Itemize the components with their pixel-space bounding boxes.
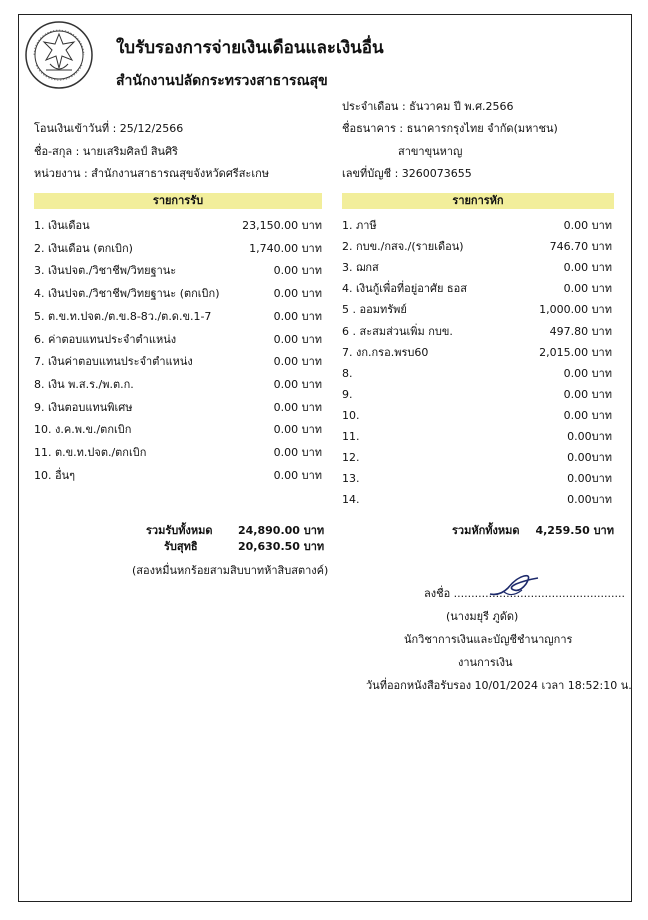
bank-name: ชื่อธนาคาร : ธนาคารกรุงไทย จำกัด(มหาชน) [342,122,558,135]
deduction-item-amount: 0.00 บาท [563,408,612,422]
bank-branch: สาขาขุนหาญ [398,145,463,158]
deduction-item-label: 7. งก.กรอ.พรบ60 [342,345,429,359]
signature-line: ลงชื่อ ................................................. [424,587,626,600]
net-pay-value: 20,630.50 บาท [238,540,325,553]
income-item-label: 3. เงินปจต./วิชาชีพ/วิทยฐานะ [34,264,177,278]
income-item-amount: 0.00 บาท [273,468,322,482]
income-item-amount: 0.00 บาท [273,355,322,369]
deduction-item-amount: 2,015.00 บาท [539,345,612,359]
deduction-row [342,409,612,423]
deduction-item-label: 5 . ออมทรัพย์ [342,303,407,317]
deduction-row [342,346,612,360]
deduction-item-amount: 0.00บาท [567,451,612,465]
income-item-label: 4. เงินปจต./วิชาชีพ/วิทยฐานะ (ตกเบิก) [34,287,220,301]
income-item-label: 10. ง.ค.พ.ข./ตกเบิก [34,423,132,437]
deduction-row [342,240,612,254]
deduction-total-value: 4,259.50 บาท [535,524,614,537]
income-item-label: 5. ต.ข.ท.ปจต./ต.ข.8-8ว./ต.ด.ข.1-7 [34,309,212,323]
income-item-amount: 0.00 บาท [273,446,322,459]
deduction-row [342,219,612,233]
deduction-row [342,451,612,465]
income-row [34,219,322,233]
deduction-item-label: 1. ภาษี [342,219,377,232]
deduction-item-label: 9. [342,387,353,401]
income-item-amount: 0.00 บาท [273,332,322,346]
deduction-item-label: 10. [342,408,360,422]
income-item-label: 8. เงิน พ.ส.ร./พ.ต.ก. [34,377,134,391]
deduction-item-amount: 497.80 บาท [549,324,612,338]
deduction-item-amount: 0.00 บาท [563,387,612,401]
income-item-label: 9. เงินตอบแทนพิเศษ [34,400,133,414]
deduction-row [342,472,612,486]
deduction-item-amount: 0.00บาท [567,472,612,486]
income-row [34,401,322,415]
income-row [34,378,322,392]
signer-position: นักวิชาการเงินและบัญชีชำนาญการ [404,633,573,646]
deduction-item-amount: 0.00 บาท [563,261,612,275]
income-item-amount: 0.00 บาท [273,377,322,391]
income-header: รายการรับ [34,193,322,209]
deduction-item-label: 6 . สะสมส่วนเพิ่ม กบข. [342,324,453,338]
deduction-item-amount: 746.70 บาท [549,240,612,254]
deduction-item-amount: 0.00 บาท [563,366,612,380]
income-item-label: 2. เงินเดือน (ตกเบิก) [34,241,133,255]
income-row [34,469,322,483]
document-title: ใบรับรองการจ่ายเงินเดือนและเงินอื่น [116,38,384,58]
income-row [34,446,322,460]
income-item-amount: 23,150.00 บาท [242,219,322,232]
income-item-amount: 0.00 บาท [273,423,322,437]
pay-period: ประจำเดือน : ธันวาคม ปี พ.ศ.2566 [342,100,514,113]
deduction-row [342,493,612,507]
account-number: เลขที่บัญชี : 3260073655 [342,167,472,180]
transfer-date: โอนเงินเข้าวันที่ : 25/12/2566 [34,122,184,135]
thai-government-garuda-seal-icon [24,20,94,90]
income-row [34,264,322,278]
deduction-row [342,388,612,402]
deduction-item-amount: 0.00บาท [567,493,612,507]
income-row [34,287,322,301]
income-total-label: รวมรับทั้งหมด [146,524,213,537]
income-item-label: 7. เงินค่าตอบแทนประจำตำแหน่ง [34,355,193,369]
work-unit: หน่วยงาน : สำนักงานสาธารณสุขจังหวัดศรีสะเกษ [34,167,269,180]
department: งานการเงิน [458,656,513,669]
income-row [34,310,322,324]
income-item-label: 11. ต.ข.ท.ปจต./ตกเบิก [34,446,147,459]
deduction-item-label: 14. [342,493,360,507]
signer-name: (นางมยุรี ภูดัด) [446,610,519,623]
deduction-item-label: 2. กบข./กสจ./(รายเดือน) [342,240,464,254]
income-row [34,423,322,437]
deduction-item-label: 13. [342,472,360,486]
income-row [34,333,322,347]
income-item-amount: 1,740.00 บาท [249,241,322,255]
deduction-item-amount: 0.00 บาท [563,282,612,296]
income-item-label: 6. ค่าตอบแทนประจำตำแหน่ง [34,332,177,346]
deduction-row [342,325,612,339]
net-pay-label: รับสุทธิ [164,540,198,553]
deduction-total-label: รวมหักทั้งหมด [452,524,520,537]
income-total-value: 24,890.00 บาท [238,524,325,537]
net-pay-in-words: (สองหมื่นหกร้อยสามสิบบาทห้าสิบสตางค์) [132,564,329,577]
income-item-amount: 0.00 บาท [273,287,322,301]
income-item-amount: 0.00 บาท [273,264,322,278]
deduction-row [342,367,612,381]
deduction-item-amount: 0.00บาท [567,430,612,443]
deduction-item-label: 4. เงินกู้เพื่อที่อยู่อาศัย ธอส [342,282,467,296]
deduction-item-label: 3. ฌกส [342,261,379,275]
document-subtitle: สำนักงานปลัดกระทรวงสาธารณสุข [116,73,328,89]
income-row [34,242,322,256]
deduction-item-label: 11. [342,430,360,443]
income-item-label: 10. อื่นๆ [34,468,76,482]
employee-name: ชื่อ-สกุล : นายเสริมศิลป์ สินศิริ [34,145,178,158]
income-item-amount: 0.00 บาท [273,309,322,323]
deduction-row [342,282,612,296]
deduction-row [342,430,612,444]
issue-datetime: วันที่ออกหนังสือรับรอง 10/01/2024 เวลา 18:52:10 น. [366,679,632,692]
deduction-row [342,261,612,275]
income-row [34,355,322,369]
deduction-header: รายการหัก [342,193,614,209]
deduction-item-amount: 0.00 บาท [563,219,612,232]
deduction-row [342,303,612,317]
income-item-label: 1. เงินเดือน [34,219,90,232]
deduction-item-label: 12. [342,451,360,465]
income-item-amount: 0.00 บาท [273,400,322,414]
deduction-item-amount: 1,000.00 บาท [539,303,612,317]
deduction-item-label: 8. [342,366,353,380]
